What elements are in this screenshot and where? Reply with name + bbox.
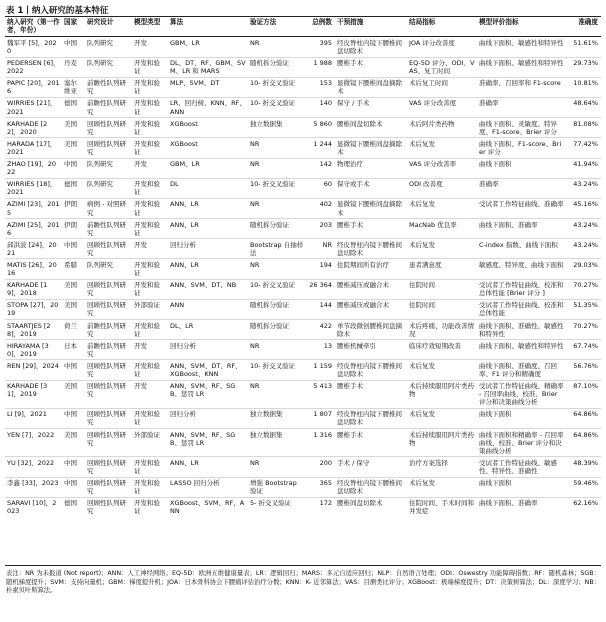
cell-model-type: 外部验证 <box>134 301 160 310</box>
cell-study: WIRRIES [18]，2021 <box>7 180 57 197</box>
cell-design: 前瞻性队列研究 <box>87 321 126 338</box>
cell-metrics: 曲线下面积和精确率 - 召回率曲线、校准、Brier 评分和决策曲线分析 <box>479 430 564 455</box>
cell-algorithm: ANN <box>170 301 185 310</box>
cell-study: STAARTJES [28]，2019 <box>7 321 51 338</box>
cell-model-type: 开发和验证 <box>134 499 160 516</box>
cell-metrics: 曲线下面积、F1-score、Brier 评分 <box>479 139 562 156</box>
cell-total: 144 <box>319 301 332 310</box>
table-row <box>5 37 601 57</box>
cell-total: 1 807 <box>313 410 332 419</box>
cell-model-type: 开发和验证 <box>134 180 160 197</box>
table-row <box>5 178 601 198</box>
cell-validation: NR <box>250 458 260 467</box>
table-header-row <box>5 17 601 37</box>
cell-algorithm: DL、LR <box>170 321 194 330</box>
cell-model-type: 开发和验证 <box>134 139 160 156</box>
cell-intervention: 经皮脊柱内镜下腰椎间盘切除术 <box>337 410 402 427</box>
cell-accuracy: 43.24% <box>573 220 598 229</box>
cell-metrics: 曲线下面积、灵敏度、特异度、F1-score、Brier 评分 <box>479 119 557 136</box>
cell-intervention: 腰椎间盘切除术 <box>337 119 383 128</box>
cell-metrics: 曲线下面积 <box>479 479 512 488</box>
cell-intervention: 腰椎手术 <box>337 382 363 391</box>
cell-intervention: 腰椎手术 <box>337 430 363 439</box>
cell-algorithm: 回归分析 <box>170 410 196 419</box>
cell-model-type: 开发和验证 <box>134 458 160 475</box>
cell-validation: NR <box>250 200 260 209</box>
cell-model-type: 开发和验证 <box>134 79 160 96</box>
cell-outcome: VAS 评分改善度 <box>409 99 457 108</box>
cell-intervention: 手术 / 保守 <box>337 458 370 467</box>
cell-intervention: 物理治疗 <box>337 160 363 169</box>
column-header-intervention: 干预措施 <box>337 18 364 26</box>
cell-design: 回顾性队列研究 <box>87 281 126 298</box>
cell-total: 422 <box>319 321 332 330</box>
cell-model-type: 开发和验证 <box>134 220 160 237</box>
cell-study: KARHADE [19]，2018 <box>7 281 48 298</box>
cell-intervention: 单节段微创腰椎间盘摘除术 <box>337 321 402 338</box>
cell-design: 回顾性队列研究 <box>87 499 126 516</box>
cell-accuracy: 70.27% <box>573 281 598 290</box>
cell-model-type: 外部验证 <box>134 430 160 439</box>
cell-study: PAPIC [20]，2016 <box>7 79 60 96</box>
table-body <box>5 37 601 517</box>
cell-outcome: 住院时间 <box>409 281 435 290</box>
cell-country: 美国 <box>64 281 77 290</box>
cell-total: 142 <box>319 160 332 169</box>
table-row <box>5 239 601 259</box>
table-row <box>5 279 601 299</box>
cell-validation: 独立数据集 <box>250 119 283 128</box>
cell-outcome: 术后阿片类药物 <box>409 119 455 128</box>
cell-intervention: 腰椎减压或融合术 <box>337 301 389 310</box>
cell-outcome: VAS 评分改善率 <box>409 160 457 169</box>
cell-model-type: 开发和验证 <box>134 200 160 217</box>
cell-validation: 独立数据集 <box>250 430 283 439</box>
column-header-total: 总例数 <box>312 18 332 26</box>
cell-country: 美国 <box>64 119 77 128</box>
cell-metrics: 受试者工作特征曲线、精确率 - 召回率曲线、校准、Brier 评分和决策曲线分析 <box>479 382 564 407</box>
cell-design: 前瞻性队列研究 <box>87 220 126 237</box>
cell-metrics: 曲线下面积、准确度、召回率、F1 评分和精确度 <box>479 361 557 378</box>
column-header-validation: 验证方法 <box>250 18 277 26</box>
table-row <box>5 340 601 360</box>
cell-total: 194 <box>319 260 332 269</box>
cell-validation: 随机拆分验证 <box>250 321 289 330</box>
cell-accuracy: 29.73% <box>573 59 598 68</box>
cell-algorithm: XGBoost <box>170 119 198 128</box>
table-row <box>5 158 601 178</box>
cell-study: HIRAYAMA [30]，2019 <box>7 341 49 358</box>
column-header-outcome: 结局指标 <box>409 18 436 26</box>
cell-country: 美国 <box>64 382 77 391</box>
cell-study: KARHADE [31]，2019 <box>7 382 48 399</box>
cell-design: 队列研究 <box>87 180 113 189</box>
cell-outcome: JOA 评分改善度 <box>409 38 455 47</box>
table-caption: 表 1丨纳入研究的基本特征 <box>6 6 109 16</box>
cell-metrics: 曲线下面积、准确率 <box>479 220 538 229</box>
cell-total: 365 <box>319 479 332 488</box>
cell-total: 1 159 <box>313 361 332 370</box>
cell-design: 回顾性队列研究 <box>87 240 126 257</box>
table-row <box>5 497 601 517</box>
cell-country: 德国 <box>64 180 77 189</box>
cell-algorithm: LR、回归树、KNN、RF、ANN <box>170 99 246 116</box>
cell-metrics: 受试者工作特征曲线、准确率 <box>479 200 564 209</box>
cell-study: MATIS [26]，2016 <box>7 260 57 278</box>
cell-country: 希腊 <box>64 260 77 269</box>
table-row <box>5 457 601 477</box>
cell-algorithm: ANN、SVM、RF、SGB、惩罚 LR <box>170 382 236 399</box>
cell-outcome: 术后复发 <box>409 139 435 148</box>
cell-study: YEN [7]，2022 <box>7 430 55 439</box>
cell-algorithm: ANN、SVM、RF、SGB、惩罚 LR <box>170 430 236 447</box>
bottom-rule <box>5 565 601 566</box>
cell-country: 伊朗 <box>64 200 77 209</box>
cell-study: AZIMI [23]，2015 <box>7 200 60 217</box>
cell-design: 回顾性队列研究 <box>87 301 126 318</box>
cell-design: 队列研究 <box>87 160 113 169</box>
cell-algorithm: GBM、LR <box>170 160 200 169</box>
cell-total: 153 <box>319 79 332 88</box>
cell-intervention: 腰椎间盘切除术 <box>337 499 383 508</box>
cell-study: LI [9]，2021 <box>7 410 47 419</box>
column-header-design: 研究设计 <box>87 18 114 26</box>
cell-intervention: 经皮脊柱内镜下腰椎间盘切除术 <box>337 361 402 378</box>
column-header-algorithm: 算法 <box>170 18 184 26</box>
cell-validation: NR <box>250 160 260 169</box>
cell-accuracy: 62.16% <box>573 499 598 508</box>
cell-country: 伊朗 <box>64 220 77 229</box>
cell-accuracy: 45.16% <box>573 200 598 209</box>
cell-algorithm: LASSO 回归分析 <box>170 479 220 488</box>
table-row <box>5 77 601 97</box>
cell-country: 中国 <box>64 160 77 169</box>
cell-intervention: 经皮脊柱内镜下腰椎间盘切除术 <box>337 38 402 55</box>
cell-accuracy: 70.27% <box>573 321 598 330</box>
cell-validation: 随机拆分验证 <box>250 59 289 68</box>
cell-study: 魏军平 [5]，2020 <box>7 38 57 55</box>
cell-outcome: 住院时间 <box>409 301 435 310</box>
cell-outcome: 患者满意度 <box>409 260 442 269</box>
cell-intervention: 经皮脊柱内镜下腰椎间盘切除术 <box>337 240 402 257</box>
cell-total: 1 316 <box>313 430 332 439</box>
cell-intervention: 腰椎减压或融合术 <box>337 281 389 290</box>
table-notes: 表注：NR 为未报道 (Not report)；ANN：人工神经网络；EQ-5D：欧洲五维健康量表；LR：逻辑回归；MARS：多元自适应回归；NLP：自然语言处理；ODI：Oswestry 功能障碍指数；RF：随机森林；SGB：随机梯度提升；SVM：支持向量机；GBM：梯度提升机；JOA：日本骨科协会下腰痛评估治疗分数；KNN：K- 近邻算法；VAS：目测类比评分；XGBoost：极端梯度提升；DT：决策树算法；DL：深度学习；NB：朴素贝叶斯算法。 <box>6 570 600 595</box>
table-row <box>5 299 601 319</box>
cell-total: 395 <box>319 38 332 47</box>
cell-model-type: 开发 <box>134 341 147 350</box>
cell-metrics: 曲线下面积、准确率 <box>479 499 538 508</box>
cell-country: 日本 <box>64 341 77 350</box>
cell-accuracy: 56.76% <box>573 361 598 370</box>
table-row <box>5 198 601 218</box>
cell-study: YU [32]，2022 <box>7 458 55 467</box>
cell-total: NR <box>322 240 332 249</box>
cell-design: 回顾性队列研究 <box>87 119 126 136</box>
cell-intervention: 腰椎手术 <box>337 59 363 68</box>
cell-design: 回顾性队列研究 <box>87 458 126 475</box>
cell-metrics: 曲线下面积 <box>479 410 512 419</box>
cell-outcome: MacNab 优良率 <box>409 220 457 229</box>
cell-country: 中国 <box>64 458 77 467</box>
cell-metrics: 曲线下面积、准确性、敏感性和特异性 <box>479 321 564 338</box>
table-row <box>5 57 601 77</box>
cell-algorithm: ANN、LR <box>170 220 199 229</box>
cell-validation: Bootstrap 自抽样法 <box>250 240 304 257</box>
cell-accuracy: 43.24% <box>573 240 598 249</box>
cell-validation: NR <box>250 139 260 148</box>
cell-validation: 独立数据集 <box>250 410 283 419</box>
cell-accuracy: 10.81% <box>573 79 598 88</box>
cell-validation: 随机拆分验证 <box>250 220 289 229</box>
cell-country: 荷兰 <box>64 321 77 330</box>
cell-country: 塞尔维亚 <box>64 79 77 96</box>
cell-country: 中国 <box>64 240 77 249</box>
cell-metrics: 曲线下面积、敏感性和特异性 <box>479 59 564 68</box>
cell-validation: 10- 折交叉验证 <box>250 281 296 290</box>
cell-design: 病例 - 对照研究 <box>87 200 126 217</box>
cell-validation: 10- 折交叉验证 <box>250 361 296 370</box>
cell-study: KARHADE [22]，2020 <box>7 119 48 136</box>
cell-model-type: 开发 <box>134 38 147 47</box>
cell-intervention: 显微镜下腰椎间盘摘除术 <box>337 139 402 156</box>
cell-total: 26 364 <box>309 281 332 290</box>
cell-model-type: 开发和验证 <box>134 281 160 298</box>
cell-metrics: 准确率 <box>479 99 499 108</box>
cell-design: 回顾性队列研究 <box>87 430 126 447</box>
cell-total: 1 244 <box>313 139 332 148</box>
cell-accuracy: 59.46% <box>573 479 598 488</box>
cell-metrics: 受试者工作特征曲线、敏感性、特异性、准确性 <box>479 458 557 475</box>
cell-validation: 10- 折交叉验证 <box>250 79 296 88</box>
cell-total: 13 <box>323 341 332 350</box>
cell-total: 60 <box>323 180 332 189</box>
cell-study: ZHAO [19]，2022 <box>7 160 56 177</box>
cell-outcome: 术后复发 <box>409 479 435 488</box>
cell-accuracy: 48.39% <box>573 458 598 467</box>
cell-intervention: 经皮脊柱内镜下腰椎间盘切除术 <box>337 479 402 496</box>
cell-algorithm: ANN、SVM、DT、NB <box>170 281 237 290</box>
column-header-accuracy: 准确度 <box>578 18 598 26</box>
cell-outcome: 术后复发 <box>409 200 435 209</box>
cell-country: 德国 <box>64 99 77 108</box>
cell-algorithm: 回归分析 <box>170 240 196 249</box>
cell-design: 队列研究 <box>87 38 113 47</box>
cell-design: 队列研究 <box>87 59 113 68</box>
cell-total: 1 988 <box>313 59 332 68</box>
cell-country: 中国 <box>64 38 77 47</box>
cell-outcome: 术后持续服用阿片类药物 <box>409 430 474 447</box>
cell-algorithm: MLP、SVM、DT <box>170 79 220 88</box>
cell-algorithm: DL、DT、RF、GBM、SVM、LR 和 MARS <box>170 59 246 76</box>
cell-study: SARAVI [10]，2023 <box>7 499 57 516</box>
cell-country: 美国 <box>64 301 77 310</box>
cell-total: 5 413 <box>313 382 332 391</box>
cell-metrics: 准确率 <box>479 180 499 189</box>
cell-outcome: ODI 改善度 <box>409 180 443 189</box>
cell-total: 5 860 <box>313 119 332 128</box>
cell-country: 中国 <box>64 479 77 488</box>
cell-accuracy: 48.64% <box>573 99 598 108</box>
cell-accuracy: 51.61% <box>573 38 598 47</box>
cell-algorithm: 回归分析 <box>170 341 196 350</box>
cell-outcome: 术后复发 <box>409 410 435 419</box>
cell-accuracy: 67.74% <box>573 341 598 350</box>
cell-model-type: 开发和验证 <box>134 59 160 76</box>
cell-study: PEDERSEN [6]，2022 <box>7 59 60 76</box>
cell-metrics: 曲线下面积、敏感性和特异性 <box>479 38 564 47</box>
cell-model-type: 开发和验证 <box>134 361 160 378</box>
cell-validation: NR <box>250 38 260 47</box>
cell-total: 200 <box>319 458 332 467</box>
cell-model-type: 开发 <box>134 160 147 169</box>
column-header-model-type: 模型类型 <box>134 18 161 26</box>
cell-accuracy: 81.08% <box>573 119 598 128</box>
cell-study: HARADA [17]，2021 <box>7 139 57 156</box>
cell-outcome: 术后持续服用阿片类药物 <box>409 382 474 399</box>
cell-algorithm: ANN、LR <box>170 260 199 269</box>
cell-algorithm: ANN、SVM、DT、RF、XGBoost、KNN <box>170 361 242 378</box>
cell-accuracy: 64.86% <box>573 410 598 419</box>
cell-model-type: 开发 <box>134 240 147 249</box>
cell-country: 中国 <box>64 410 77 419</box>
cell-metrics: 准确率、召回率和 F1-score <box>479 79 561 88</box>
table-row <box>5 380 601 408</box>
cell-model-type: 开发和验证 <box>134 479 160 496</box>
cell-validation: 随机拆分验证 <box>250 301 289 310</box>
table-row <box>5 360 601 380</box>
cell-country: 美国 <box>64 139 77 148</box>
cell-country: 丹麦 <box>64 59 77 68</box>
cell-intervention: 保守 / 手术 <box>337 99 370 108</box>
cell-validation: NR <box>250 260 260 269</box>
cell-total: 172 <box>319 499 332 508</box>
cell-validation: NR <box>250 341 260 350</box>
cell-accuracy: 87.10% <box>573 382 598 391</box>
cell-metrics: 受试者工作特征曲线、校准和总体性能 [Brier 评分 ] <box>479 281 564 298</box>
table-row <box>5 429 601 457</box>
cell-outcome: 术后复发 <box>409 361 435 370</box>
cell-design: 回顾性队列研究 <box>87 382 126 399</box>
cell-study: AZIMI [25]，2016 <box>7 220 60 237</box>
cell-algorithm: ANN、LR <box>170 200 199 209</box>
cell-study: STOPA [27]，2019 <box>7 301 59 318</box>
cell-model-type: 开发和验证 <box>134 119 160 136</box>
cell-algorithm: ANN、LR <box>170 458 199 467</box>
cell-intervention: 显微镜下腰椎间盘摘除术 <box>337 79 402 96</box>
table-row <box>5 138 601 158</box>
cell-algorithm: GBM、LR <box>170 38 200 47</box>
cell-design: 回顾性队列研究 <box>87 479 126 496</box>
cell-total: 140 <box>319 99 332 108</box>
cell-validation: 5- 折交叉验证 <box>250 499 292 508</box>
cell-model-type: 开发和验证 <box>134 260 160 278</box>
cell-metrics: 曲线下面积、敏感性和特异性 <box>479 341 564 350</box>
cell-metrics: 曲线下面积 <box>479 160 512 169</box>
table-row <box>5 320 601 340</box>
cell-intervention: 腰椎机械牵引 <box>337 341 376 350</box>
cell-study: WIRRIES [21]，2021 <box>7 99 57 116</box>
cell-model-type: 开发和验证 <box>134 99 160 116</box>
cell-accuracy: 41.94% <box>573 160 598 169</box>
cell-outcome: 术后复工时间 <box>409 79 448 88</box>
cell-metrics: 受试者工作特征曲线、校准和总体性能 <box>479 301 564 318</box>
cell-accuracy: 64.86% <box>573 430 598 439</box>
cell-validation: 10- 折交叉验证 <box>250 99 296 108</box>
cell-accuracy: 29.03% <box>573 260 598 269</box>
cell-model-type: 开发和验证 <box>134 321 160 338</box>
cell-design: 前瞻性队列研究 <box>87 79 126 96</box>
cell-intervention: 腰椎手术 <box>337 220 363 229</box>
cell-outcome: 住院时间、手术时间和并发症 <box>409 499 474 516</box>
table-row <box>5 97 601 117</box>
cell-accuracy: 77.42% <box>573 139 598 148</box>
column-header-study: 纳入研究（第一作者，年份） <box>7 18 60 35</box>
cell-outcome: 术后复发 <box>409 240 435 249</box>
cell-design: 前瞻性队列研究 <box>87 341 126 358</box>
cell-metrics: C-index 指数、曲线下面积 <box>479 240 558 249</box>
cell-metrics: 敏感度、特异度、曲线下面积 <box>479 260 564 269</box>
table-row <box>5 219 601 239</box>
cell-validation: 增强 Bootstrap 验证 <box>250 479 297 496</box>
cell-validation: 10- 折交叉验证 <box>250 180 296 189</box>
cell-design: 回顾性队列研究 <box>87 361 126 378</box>
cell-design: 回顾性队列研究 <box>87 410 126 427</box>
cell-design: 队列研究 <box>87 260 113 269</box>
column-header-country: 国家 <box>64 18 78 26</box>
cell-validation: NR <box>250 382 260 391</box>
cell-country: 美国 <box>64 430 77 439</box>
cell-design: 回顾性队列研究 <box>87 139 126 156</box>
table-row <box>5 408 601 428</box>
cell-country: 中国 <box>64 361 77 370</box>
cell-design: 前瞻性队列研究 <box>87 99 126 116</box>
cell-outcome: 术后疼痛、功能改善情况 <box>409 321 474 338</box>
cell-outcome: EQ-5D 评分、ODI、VAS、复工时间 <box>409 59 475 76</box>
cell-intervention: 住院期间所有治疗 <box>337 260 389 269</box>
cell-outcome: 治疗方案选择 <box>409 458 448 467</box>
cell-country: 德国 <box>64 499 77 508</box>
cell-total: 203 <box>319 220 332 229</box>
cell-model-type: 开发和验证 <box>134 410 160 427</box>
cell-outcome: 临床疗效短期改善 <box>409 341 461 350</box>
table-row <box>5 259 601 279</box>
column-header-metrics: 模型评价指标 <box>479 18 519 26</box>
cell-intervention: 保守或手术 <box>337 180 370 189</box>
cell-study: 李鑫 [33]，2023 <box>7 479 59 488</box>
cell-algorithm: DL <box>170 180 179 189</box>
cell-study: 邱洪波 [24]，2021 <box>7 240 57 257</box>
cell-study: REN [29]，2024 <box>7 361 59 370</box>
cell-accuracy: 51.35% <box>573 301 598 310</box>
table-row <box>5 118 601 138</box>
cell-algorithm: XGBoost <box>170 139 198 148</box>
study-characteristics-table <box>5 17 601 517</box>
cell-total: 402 <box>319 200 332 209</box>
table-row <box>5 477 601 497</box>
cell-accuracy: 43.24% <box>573 180 598 189</box>
cell-intervention: 显微镜下腰椎间盘摘除术 <box>337 200 402 217</box>
cell-algorithm: XGBoost、SVM、RF、ANN <box>170 499 245 516</box>
cell-model-type: 开发 <box>134 382 147 391</box>
